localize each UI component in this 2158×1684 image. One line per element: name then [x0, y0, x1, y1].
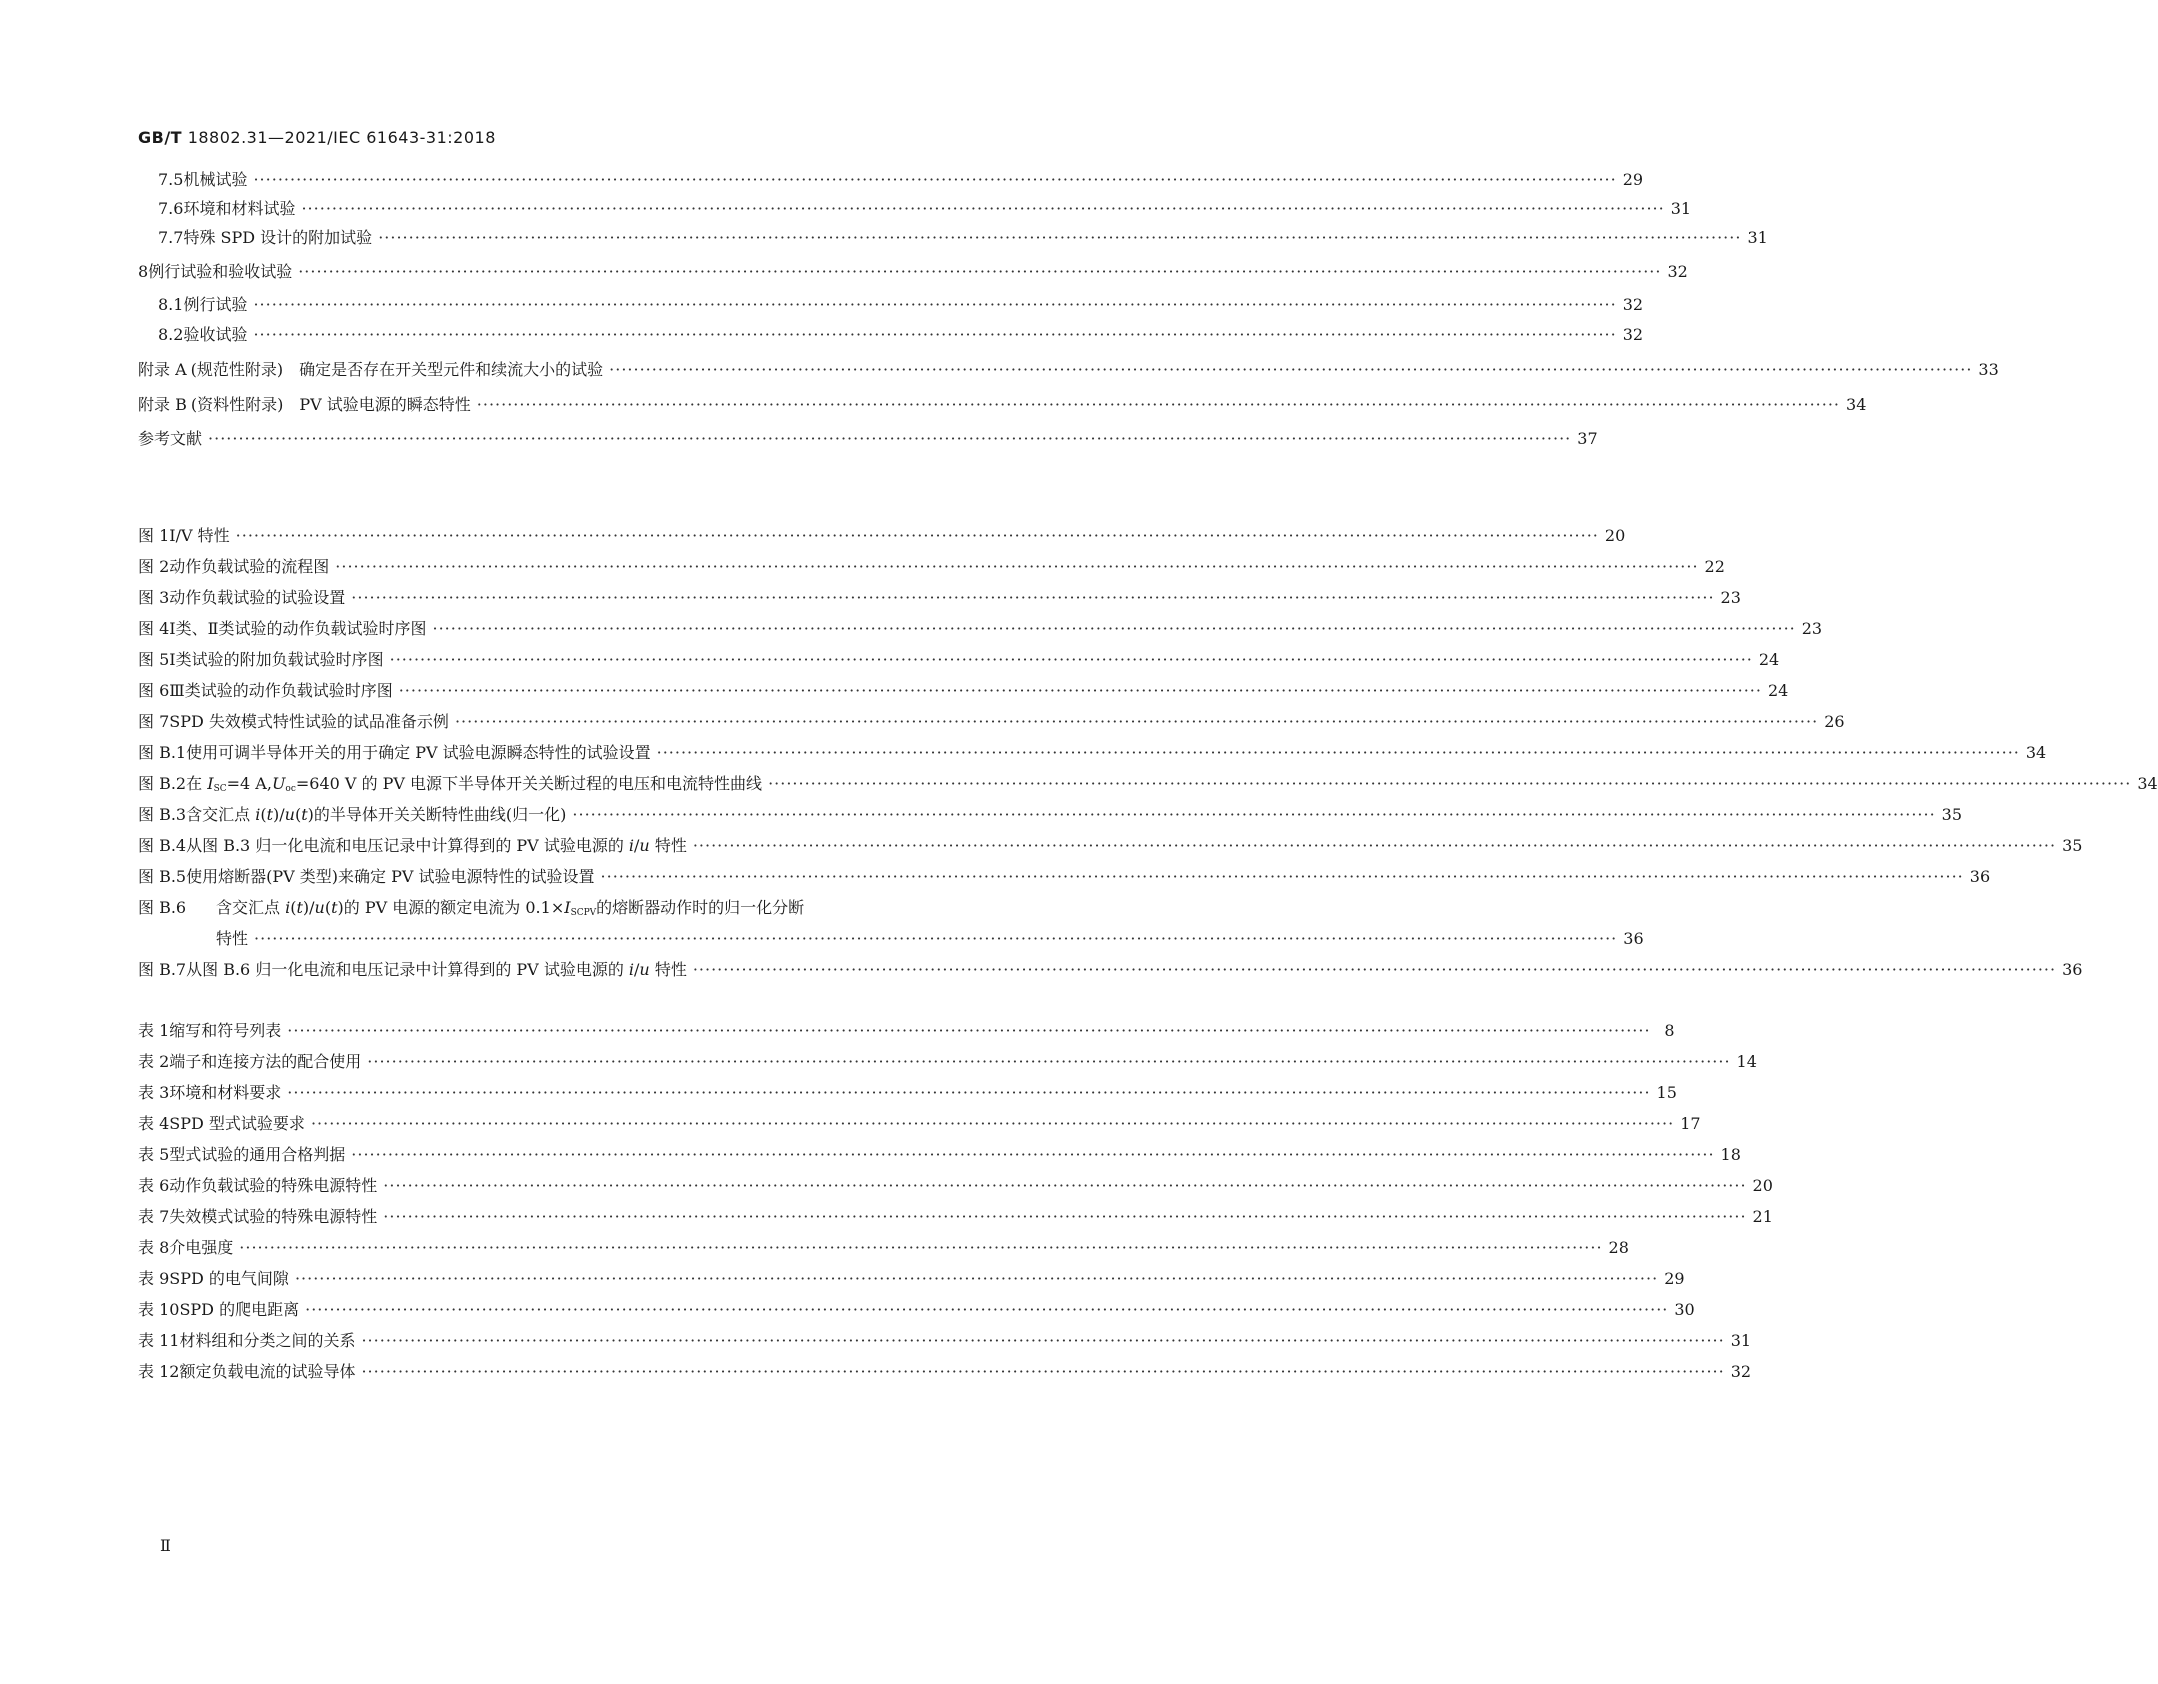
dot-leader — [301, 199, 1664, 219]
table-page: 30 — [1674, 1300, 1695, 1319]
dot-leader — [399, 681, 1762, 701]
dot-leader — [305, 1300, 1668, 1320]
toc-entry[interactable] — [138, 262, 1688, 282]
dot-leader — [693, 836, 2056, 856]
table-title: 介电强度 — [169, 1238, 234, 1257]
figure-page: 35 — [2062, 836, 2083, 855]
toc-table-entry[interactable] — [138, 1269, 1685, 1289]
figure-number: 图 B.4 — [138, 836, 187, 855]
figure-title: 动作负载试验的流程图 — [169, 557, 330, 576]
toc-figure-entry[interactable] — [138, 619, 1823, 639]
entry-title: 验收试验 — [183, 325, 248, 344]
figure-number: 图 B.6 — [138, 898, 187, 917]
dot-leader — [335, 557, 1698, 577]
table-page: 17 — [1680, 1114, 1701, 1133]
dot-leader — [351, 588, 1714, 608]
figure-title: 从图 B.6 归一化电流和电压记录中计算得到的 PV 试验电源的 i/u 特性 — [186, 960, 687, 979]
toc-table-entry[interactable] — [138, 1176, 1773, 1196]
figure-title: Ⅲ类试验的动作负载试验时序图 — [169, 681, 393, 700]
figure-title: 使用熔断器(PV 类型)来确定 PV 试验电源特性的试验设置 — [186, 867, 595, 886]
entry-number: 附录 A — [138, 360, 187, 379]
toc-table-entry[interactable] — [138, 1083, 1677, 1103]
dot-leader — [572, 805, 1935, 825]
dot-leader — [383, 1176, 1746, 1196]
toc-figure-entry[interactable] — [138, 774, 2158, 799]
toc-table-entry[interactable] — [138, 1362, 1752, 1382]
table-page: 21 — [1752, 1207, 1773, 1226]
table-page: 18 — [1720, 1145, 1741, 1164]
dot-leader — [287, 1083, 1650, 1103]
table-page: 15 — [1656, 1083, 1677, 1102]
figure-number: 图 7 — [138, 712, 170, 731]
toc-table-entry[interactable] — [138, 1114, 1701, 1134]
figure-title: 动作负载试验的试验设置 — [169, 588, 346, 607]
dot-leader — [455, 712, 1818, 732]
dot-leader — [311, 1114, 1674, 1134]
toc-table-entry[interactable] — [138, 1238, 1629, 1258]
table-number: 表 4 — [138, 1114, 170, 1133]
table-title: SPD 型式试验要求 — [169, 1114, 305, 1133]
table-title: SPD 的爬电距离 — [179, 1300, 300, 1319]
entry-number: 8 — [138, 262, 149, 281]
entry-page: 34 — [1846, 395, 1867, 414]
toc-figure-entry[interactable] — [138, 836, 2083, 856]
table-title: 额定负载电流的试验导体 — [179, 1362, 356, 1381]
standard-number: 18802.31—2021/IEC 61643-31:2018 — [187, 128, 496, 147]
figure-number: 图 B.2 — [138, 774, 187, 793]
table-title: 环境和材料要求 — [169, 1083, 282, 1102]
dot-leader — [657, 743, 2020, 763]
figure-page: 22 — [1704, 557, 1725, 576]
table-title: 端子和连接方法的配合使用 — [169, 1052, 362, 1071]
figure-page: 36 — [1969, 867, 1991, 886]
table-number: 表 7 — [138, 1207, 170, 1226]
figure-number: 图 5 — [138, 650, 170, 669]
document-code-header — [138, 128, 496, 147]
entry-page: 32 — [1667, 262, 1688, 281]
entry-number: 附录 B — [138, 395, 187, 414]
figure-page: 20 — [1604, 526, 1626, 545]
dot-leader — [254, 929, 1617, 949]
figure-number: 图 2 — [138, 557, 170, 576]
table-title: 动作负载试验的特殊电源特性 — [169, 1176, 378, 1195]
table-number: 表 8 — [138, 1238, 170, 1257]
entry-title: (资料性附录) PV 试验电源的瞬态特性 — [190, 395, 471, 414]
toc-entry[interactable] — [138, 360, 1999, 380]
table-number: 表 10 — [138, 1300, 180, 1319]
dot-leader — [361, 1331, 1724, 1351]
figure-title: I/V 特性 — [169, 526, 230, 545]
toc-figure-entry[interactable] — [138, 960, 2083, 980]
figure-number: 图 B.1 — [138, 743, 187, 762]
figure-title: 在 $I_{SC}=4$ $A,U_{oc}=640$ V 的 PV 电源下半导体开关关断过程的电压和电流特性曲线 — [186, 774, 763, 794]
entry-page: 29 — [1622, 170, 1644, 189]
entry-title: 机械试验 — [183, 170, 248, 189]
figure-page: 34 — [2137, 774, 2158, 793]
dot-leader — [383, 1207, 1746, 1227]
toc-figure-entry[interactable] — [138, 867, 1991, 887]
figure-page: 26 — [1824, 712, 1845, 731]
entry-page: 37 — [1577, 429, 1598, 448]
figure-page: 34 — [2025, 743, 2047, 762]
dot-leader — [253, 170, 1616, 190]
dot-leader — [236, 526, 1599, 546]
figure-number: 图 B.7 — [138, 960, 187, 979]
entry-title: 例行试验和验收试验 — [148, 262, 293, 281]
dot-leader — [477, 395, 1840, 415]
entry-page: 32 — [1622, 295, 1644, 314]
table-number: 表 3 — [138, 1083, 170, 1102]
toc-figure-entry[interactable] — [138, 650, 1780, 670]
figure-page: 35 — [1941, 805, 1963, 824]
entry-page: 33 — [1978, 360, 1999, 379]
figure-page: 36 — [2062, 960, 2083, 979]
toc-figure-entry[interactable] — [138, 681, 1789, 701]
dot-leader — [378, 228, 1741, 248]
table-title: 失效模式试验的特殊电源特性 — [169, 1207, 378, 1226]
entry-title: 环境和材料试验 — [183, 199, 296, 218]
table-title: SPD 的电气间隙 — [169, 1269, 289, 1288]
table-number: 表 5 — [138, 1145, 170, 1164]
toc-entry[interactable] — [138, 199, 1692, 219]
figure-title: Ⅰ类试验的附加负载试验时序图 — [169, 650, 384, 669]
dot-leader — [351, 1145, 1714, 1165]
table-number: 表 12 — [138, 1362, 180, 1381]
page-number-footer: Ⅱ — [160, 1536, 171, 1555]
table-page: 14 — [1736, 1052, 1757, 1071]
figure-title: 使用可调半导体开关的用于确定 PV 试验电源瞬态特性的试验设置 — [186, 743, 651, 762]
figure-page: 24 — [1758, 650, 1780, 669]
dot-leader — [208, 429, 1571, 449]
figure-title-continuation: 特性 — [216, 929, 249, 948]
figure-title: 含交汇点 i(t)/u(t)的半导体开关关断特性曲线(归一化) — [186, 805, 567, 824]
figure-page: 36 — [1623, 929, 1644, 948]
toc-table-entry[interactable] — [138, 1052, 1757, 1072]
standard-prefix: GB/T — [138, 128, 183, 147]
table-title: 材料组和分类之间的关系 — [179, 1331, 356, 1350]
toc-figure-entry[interactable] — [138, 588, 1741, 608]
toc-figure-entry[interactable] — [138, 743, 2047, 763]
figure-number: 图 B.3 — [138, 805, 187, 824]
toc-figure-entry[interactable] — [138, 557, 1725, 577]
toc-entry[interactable] — [138, 295, 1644, 315]
dot-leader — [609, 360, 1972, 380]
toc-figure-entry[interactable] — [138, 898, 1060, 923]
toc-figure-entry-continuation[interactable] — [138, 929, 1644, 949]
dot-leader — [432, 619, 1795, 639]
toc-figure-entry[interactable] — [138, 805, 1963, 825]
table-number: 表 9 — [138, 1269, 170, 1288]
dot-leader — [367, 1052, 1730, 1072]
figure-number: 图 B.5 — [138, 867, 187, 886]
table-page: 20 — [1752, 1176, 1773, 1195]
figure-title: SPD 失效模式特性试验的试品准备示例 — [169, 712, 449, 731]
toc-entry[interactable] — [138, 429, 1598, 449]
toc-table-entry[interactable] — [138, 1207, 1773, 1227]
table-number: 表 6 — [138, 1176, 170, 1195]
table-page: 32 — [1730, 1362, 1752, 1381]
entry-page: 31 — [1670, 199, 1692, 218]
figure-number: 图 4 — [138, 619, 170, 638]
entry-title: 特殊 SPD 设计的附加试验 — [183, 228, 373, 247]
entry-number: 8.2 — [158, 325, 184, 344]
entry-number: 7.5 — [158, 170, 184, 189]
figure-page: 24 — [1767, 681, 1789, 700]
dot-leader — [601, 867, 1964, 887]
dot-leader — [287, 1021, 1650, 1041]
toc-table-entry[interactable] — [138, 1145, 1741, 1165]
dot-leader — [298, 262, 1661, 282]
toc-figure-entry[interactable] — [138, 526, 1626, 546]
entry-title: 例行试验 — [183, 295, 248, 314]
figure-number: 图 1 — [138, 526, 170, 545]
entry-number: 7.6 — [158, 199, 184, 218]
figure-page: 23 — [1801, 619, 1823, 638]
dot-leader — [693, 960, 2056, 980]
table-title: 缩写和符号列表 — [169, 1021, 282, 1040]
table-page: 29 — [1664, 1269, 1685, 1288]
figure-number: 图 3 — [138, 588, 170, 607]
dot-leader — [390, 650, 1753, 670]
table-number: 表 2 — [138, 1052, 170, 1071]
entry-title: 参考文献 — [138, 429, 203, 448]
table-page: 31 — [1730, 1331, 1752, 1350]
toc-table-entry[interactable] — [138, 1300, 1695, 1320]
toc-entry[interactable] — [138, 325, 1644, 345]
toc-entry[interactable] — [138, 228, 1768, 248]
table-number: 表 11 — [138, 1331, 180, 1350]
table-page: 28 — [1608, 1238, 1629, 1257]
dot-leader — [361, 1362, 1724, 1382]
toc-entry[interactable] — [138, 395, 1867, 415]
dot-leader — [295, 1269, 1658, 1289]
figure-title: Ⅰ类、Ⅱ类试验的动作负载试验时序图 — [169, 619, 427, 638]
figure-title: 从图 B.3 归一化电流和电压记录中计算得到的 PV 试验电源的 i/u 特性 — [186, 836, 687, 855]
table-title: 型式试验的通用合格判据 — [169, 1145, 346, 1164]
figure-title: 含交汇点 i(t)/u(t)的 PV 电源的额定电流为 $0.1\times I_{SCPV}$的熔断器动作时的归一化分断 — [216, 898, 805, 918]
dot-leader — [253, 325, 1616, 345]
entry-page: 32 — [1622, 325, 1644, 344]
table-number: 表 1 — [138, 1021, 170, 1040]
figure-number: 图 6 — [138, 681, 170, 700]
table-page: 8 — [1664, 1021, 1675, 1040]
entry-number: 7.7 — [158, 228, 184, 247]
dot-leader — [239, 1238, 1602, 1258]
entry-page: 31 — [1747, 228, 1768, 247]
entry-title: (规范性附录) 确定是否存在开关型元件和续流大小的试验 — [190, 360, 604, 379]
toc-entry[interactable] — [138, 170, 1644, 190]
toc-figure-entry[interactable] — [138, 712, 1845, 732]
toc-table-entry[interactable] — [138, 1331, 1752, 1351]
toc-table-entry[interactable] — [138, 1021, 1675, 1041]
dot-leader — [253, 295, 1616, 315]
figure-page: 23 — [1720, 588, 1741, 607]
dot-leader — [768, 774, 2131, 794]
entry-number: 8.1 — [158, 295, 184, 314]
